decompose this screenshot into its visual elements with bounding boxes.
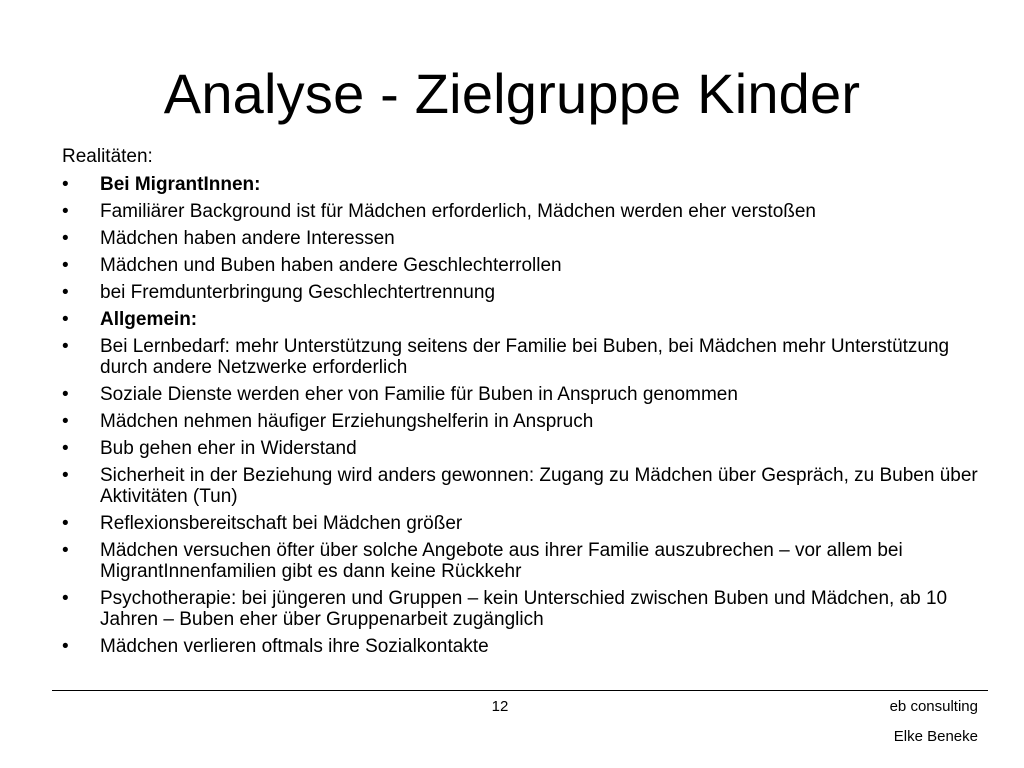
intro-text: Realitäten: (62, 146, 153, 167)
bullet-glyph: • (62, 438, 69, 459)
list-item (62, 384, 982, 405)
bullet-glyph: • (62, 540, 69, 561)
list-item (62, 282, 982, 303)
bullet-glyph: • (62, 336, 69, 357)
list-item-text: Mädchen verlieren oftmals ihre Sozialkontakte (100, 636, 489, 657)
list-item (62, 540, 982, 582)
list-item-text: Psychotherapie: bei jüngeren und Gruppen – kein Unterschied zwischen Buben und Mädchen, ab 10 Jahren – Buben eher über Gruppenarbeit zugänglich (100, 588, 948, 630)
list-item (62, 465, 982, 507)
list-item (62, 255, 982, 276)
bullet-glyph: • (62, 411, 69, 432)
bullet-glyph: • (62, 309, 69, 330)
list-item (62, 228, 982, 249)
list-item-text: Bei MigrantInnen: (100, 174, 261, 195)
bullet-glyph: • (62, 201, 69, 222)
page-number: 12 (491, 698, 509, 715)
list-item (62, 411, 982, 432)
bullet-glyph: • (62, 384, 69, 405)
list-item (62, 588, 982, 630)
footer-author: Elke Beneke (893, 728, 978, 745)
bullet-glyph: • (62, 465, 69, 486)
slide-title: Analyse - Zielgruppe Kinder (163, 62, 861, 125)
footer-divider (52, 690, 988, 691)
list-item-text: Sicherheit in der Beziehung wird anders gewonnen: Zugang zu Mädchen über Gespräch, zu Buben über Aktivitäten (Tun) (100, 465, 978, 507)
list-item-text: Soziale Dienste werden eher von Familie für Buben in Anspruch genommen (100, 384, 738, 405)
list-item-text: Mädchen nehmen häufiger Erziehungshelferin in Anspruch (100, 411, 594, 432)
list-item (62, 336, 982, 378)
list-item-text: Mädchen und Buben haben andere Geschlechterrollen (100, 255, 562, 276)
list-item (62, 201, 982, 222)
list-item-text: Allgemein: (100, 309, 198, 330)
list-item-text: Reflexionsbereitschaft bei Mädchen größer (100, 513, 463, 534)
list-item-text: Bub gehen eher in Widerstand (100, 438, 357, 459)
footer-company: eb consulting (889, 698, 978, 715)
bullet-glyph: • (62, 588, 69, 609)
list-item-text: Familiärer Background ist für Mädchen erforderlich, Mädchen werden eher verstoßen (100, 201, 816, 222)
bullet-glyph: • (62, 513, 69, 534)
bullet-list (62, 174, 982, 657)
list-item (62, 636, 982, 657)
bullet-glyph: • (62, 255, 69, 276)
list-item (62, 513, 982, 534)
bullet-glyph: • (62, 636, 69, 657)
list-item (62, 438, 982, 459)
list-item-text: bei Fremdunterbringung Geschlechtertrennung (100, 282, 496, 303)
bullet-glyph: • (62, 174, 69, 195)
list-item-text: Mädchen haben andere Interessen (100, 228, 395, 249)
slide-content (62, 146, 982, 663)
list-item-text: Bei Lernbedarf: mehr Unterstützung seitens der Familie bei Buben, bei Mädchen mehr Unterstützung durch andere Netzwerke erforderlich (100, 336, 950, 378)
bullet-glyph: • (62, 282, 69, 303)
list-item-text: Mädchen versuchen öfter über solche Angebote aus ihrer Familie auszubrechen – vor allem bei MigrantInnenfamilien gibt es dann keine Rückkehr (100, 540, 903, 582)
list-item (62, 309, 982, 330)
bullet-glyph: • (62, 228, 69, 249)
list-item (62, 174, 982, 195)
